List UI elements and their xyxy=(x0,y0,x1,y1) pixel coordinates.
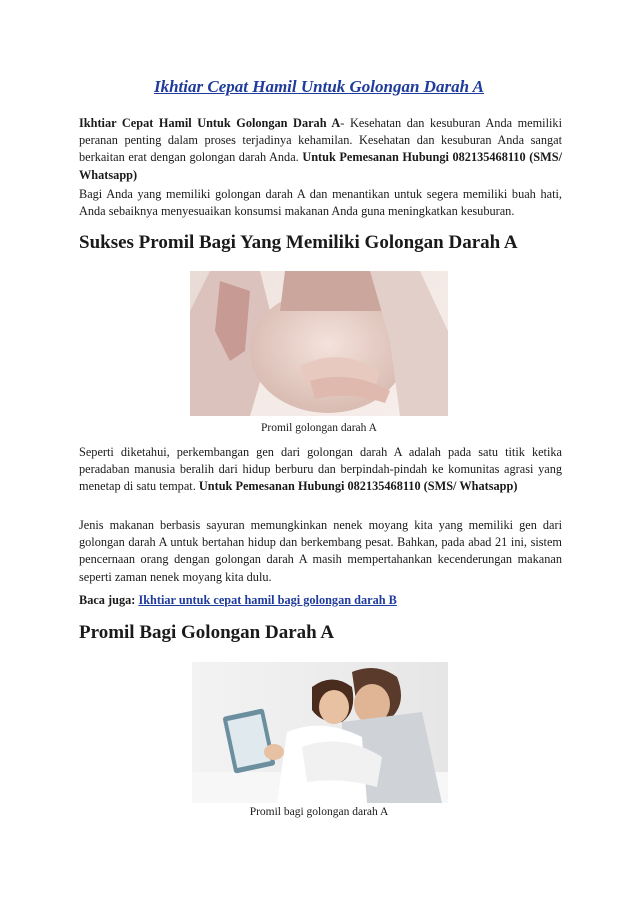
third-paragraph xyxy=(79,444,562,496)
pregnant-belly-photo xyxy=(190,271,448,416)
read-also-label: Baca juga: xyxy=(79,593,136,607)
read-also-line xyxy=(79,592,562,609)
intro-contact: Untuk Pemesanan Hubungi 082135468110 (SMS/ Whatsapp) xyxy=(79,150,562,182)
image-caption-1: Promil golongan darah A xyxy=(261,422,377,434)
section-heading-2: Promil Bagi Golongan Darah A xyxy=(79,622,335,643)
section-heading-1: Sukses Promil Bagi Yang Memiliki Golongan Darah A xyxy=(79,232,518,253)
third-text: Seperti diketahui, perkembangan gen dari golongan darah A adalah pada satu titik ketika peradaban manusia beralih dari hidup berburu dan berpindah-pindah ke komunitas agrasi yang menetap di satu tempat. xyxy=(79,445,562,494)
second-paragraph: Bagi Anda yang memiliki golongan darah A dan menantikan untuk segera memiliki buah hati, Anda sebaiknya menyesuaikan konsumsi makanan Anda guna meningkatkan kesuburan. xyxy=(79,187,562,219)
intro-text: - Kesehatan dan kesuburan Anda memiliki peranan penting dalam proses terjadinya kehamilan. Kesehatan dan kesuburan Anda sangat berkaitan erat dengan golongan darah Anda. xyxy=(79,116,562,165)
intro-paragraph xyxy=(79,115,562,184)
fourth-paragraph: Jenis makanan berbasis sayuran memungkinkan nenek moyang kita yang memiliki gen dari golongan darah A untuk bertahan hidup dan berkembang pesat. Bahkan, pada abad 21 ini, sistem pencernaan orang dengan golongan darah A masih mempertahankan kecenderungan makanan seperti zaman nenek moyang kita dulu. xyxy=(79,518,562,584)
intro-lead-bold: Ikhtiar Cepat Hamil Untuk Golongan Darah A xyxy=(79,116,341,130)
document-title: Ikhtiar Cepat Hamil Untuk Golongan Darah A xyxy=(153,77,484,96)
couple-reading-photo xyxy=(192,662,448,803)
read-also-link[interactable]: Ikhtiar untuk cepat hamil bagi golongan darah B xyxy=(138,593,397,607)
third-contact: Untuk Pemesanan Hubungi 082135468110 (SMS/ Whatsapp) xyxy=(198,479,518,494)
image-caption-2: Promil bagi golongan darah A xyxy=(249,806,389,818)
